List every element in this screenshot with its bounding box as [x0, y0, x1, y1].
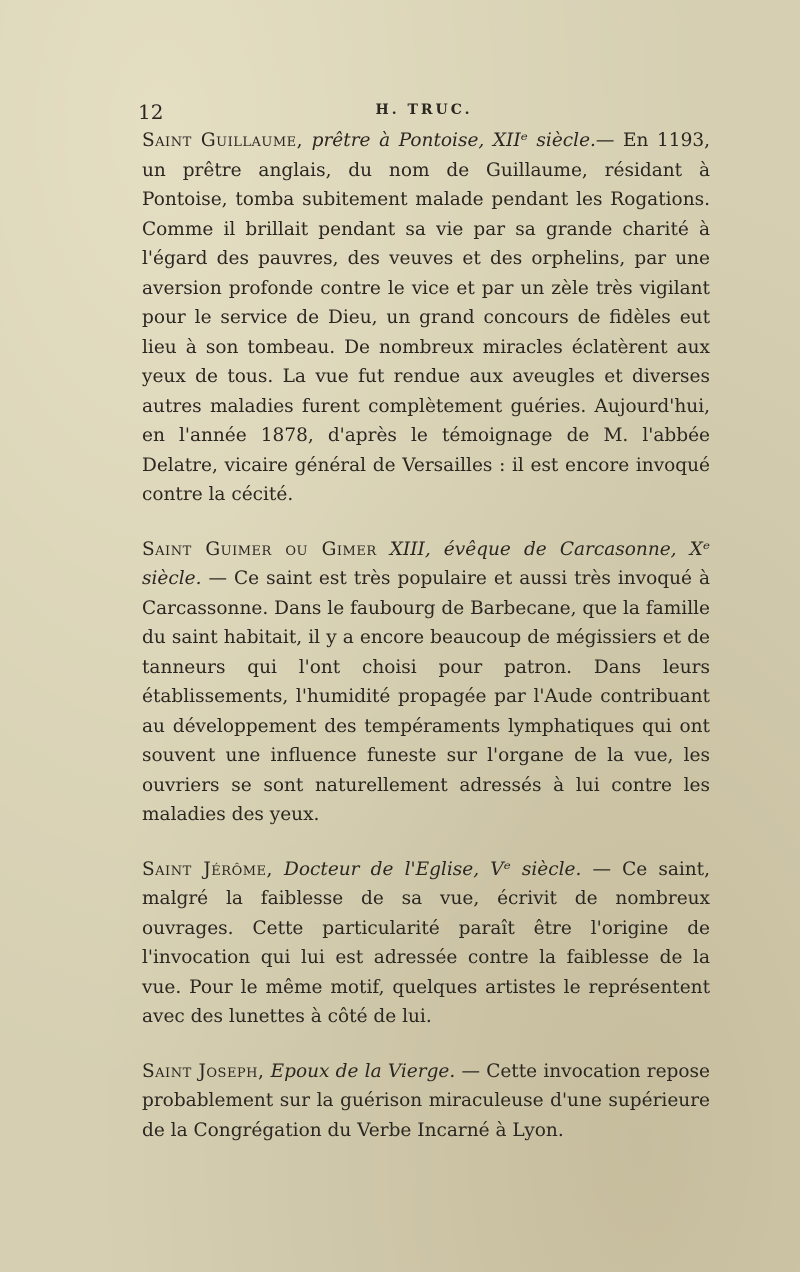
entry-separator: — — [201, 568, 234, 589]
page-header — [138, 100, 710, 126]
running-head: H. TRUC. — [375, 102, 473, 118]
entry-separator: — — [455, 1060, 487, 1082]
entry-name: Saint Guimer ou Gimer — [142, 538, 377, 560]
entry-saint-guimer — [142, 535, 710, 830]
entry-text: Ce saint est très populaire et aussi très invoqué à Carcassonne. Dans le faubourg de Barbecane, que la famille du saint habitait, il y a encore beaucoup de mégissiers et de tanneurs qui l'ont choisi pour patron. Dans leurs établissements, l'humidité propagée par l'Aude contribuant au développement des tempéraments lymphatiques qui ont souvent une influence funeste sur l'organe de la vue, les ouvriers se sont naturellement adressés à lui contre les maladies des yeux. — [142, 568, 710, 825]
entry-name: Saint Guillaume, — [142, 130, 304, 151]
body-text — [142, 126, 710, 1170]
entry-saint-guillaume — [142, 126, 710, 510]
entry-separator: — — [581, 858, 623, 880]
page-number: 12 — [138, 100, 164, 124]
entry-name: Saint Joseph, — [142, 1060, 265, 1082]
entry-text: En 1193, un prêtre anglais, du nom de Guillaume, résidant à Pontoise, tomba subitement malade pendant les Rogations. Comme il brillait pendant sa vie par sa grande charité à l'égard des pauvres, des veuves et des orphelins, par une aversion profonde contre le vice et par un zèle très vigilant pour le service de Dieu, un grand concours de fidèles eut lieu à son tombeau. De nombreux miracles éclatèrent aux yeux de tous. La vue fut rendue aux aveugles et diverses autres maladies furent complètement guéries. Aujourd'hui, en l'année 1878, d'après le témoignage de M. l'abbée Delatre, vicaire général de Versailles : il est encore invoqué contre la cécité. — [142, 130, 710, 505]
entry-qualifier: XIII, évêque de Carcasonne, Xᵉ siècle. — [142, 538, 710, 589]
entry-separator: — — [595, 130, 624, 151]
entry-qualifier: Epoux de la Vierge. — [270, 1060, 456, 1082]
entry-name: Saint Jérôme, — [142, 858, 273, 880]
entry-text: Ce saint, malgré la faiblesse de sa vue, écrivit de nombreux ouvrages. Cette particularité paraît être l'origine de l'invocation qui lui est adressée contre la faiblesse de la vue. Pour le même motif, quelques artistes le représentent avec des lunettes à côté de lui. — [142, 858, 710, 1027]
entry-text: Cette invocation repose probablement sur la guérison miraculeuse d'une supérieure de la Congrégation du Verbe Incarné à Lyon. — [142, 1060, 710, 1141]
entry-saint-jerome — [142, 855, 710, 1032]
entry-saint-joseph — [142, 1057, 710, 1146]
entry-qualifier: Docteur de l'Eglise, Vᵉ siècle. — [284, 858, 582, 880]
entry-qualifier: prêtre à Pontoise, XIIᵉ siècle. — [311, 130, 596, 151]
